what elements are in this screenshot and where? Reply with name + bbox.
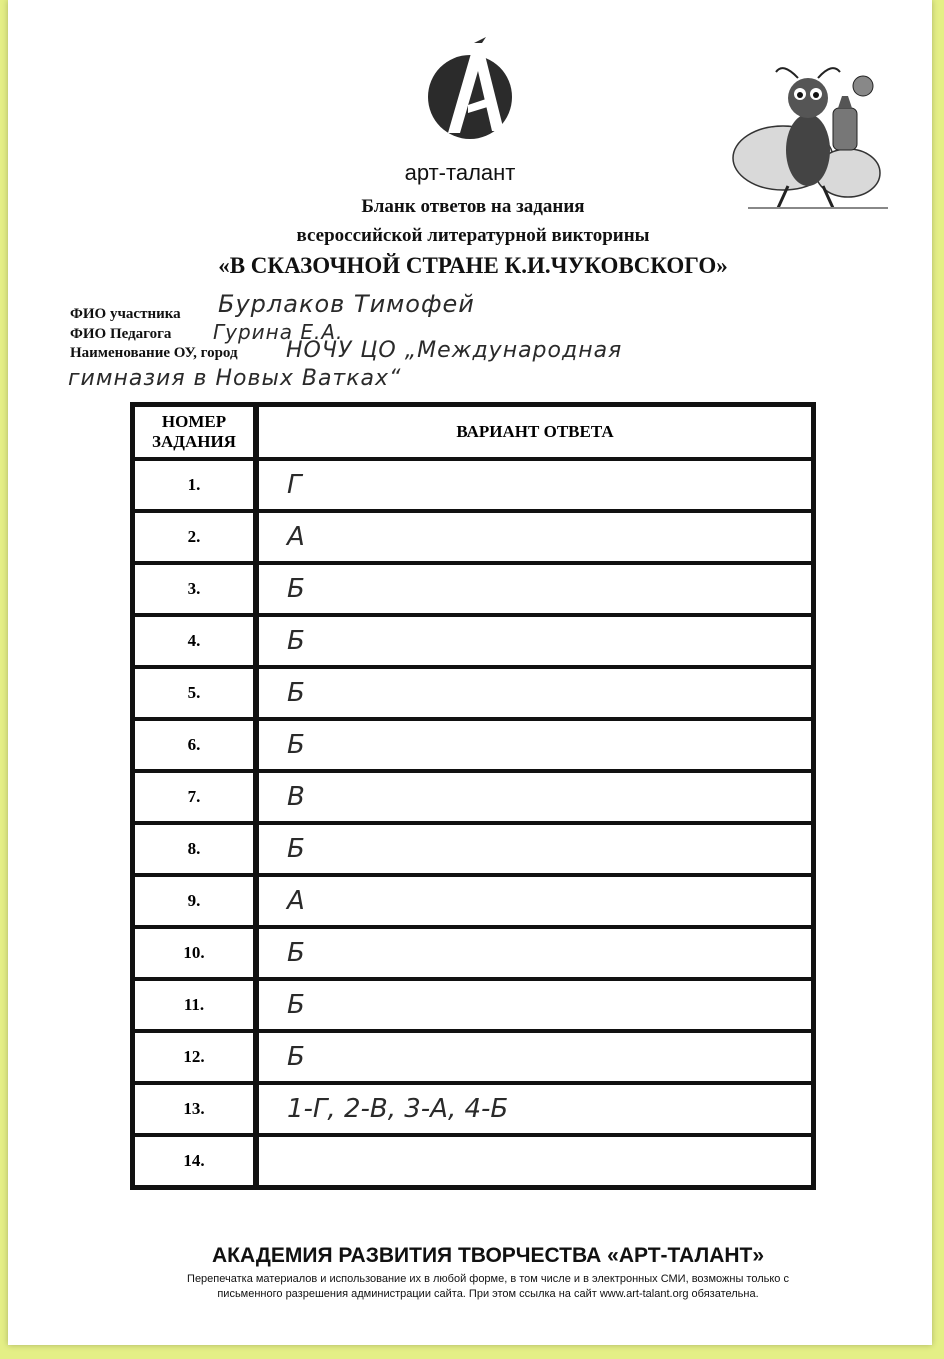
table-row [133, 719, 813, 771]
participant-name: Бурлаков Тимофей [218, 290, 475, 318]
school-label: Наименование ОУ, город [70, 345, 238, 361]
teacher-name: Гурина Е.А. [213, 320, 344, 344]
answer-cell [257, 1135, 813, 1187]
table-row [133, 875, 813, 927]
table-row [133, 563, 813, 615]
footer-title: АКАДЕМИЯ РАЗВИТИЯ ТВОРЧЕСТВА «АРТ-ТАЛАНТ» [211, 1244, 765, 1267]
task-number: 13. [133, 1083, 257, 1135]
quiz-title: «В СКАЗОЧНОЙ СТРАНЕ К.И.ЧУКОВСКОГО» [218, 253, 728, 278]
answer-cell: Б [257, 563, 813, 615]
task-number: 5. [133, 667, 257, 719]
brand-name: арт-талант [404, 160, 516, 185]
table-header-row [133, 405, 813, 459]
table-row [133, 771, 813, 823]
answer-cell: Б [257, 979, 813, 1031]
answer-cell: Г [257, 459, 813, 511]
answer-cell: В [257, 771, 813, 823]
participant-label: ФИО участника [70, 306, 181, 322]
teacher-label: ФИО Педагога [70, 326, 172, 342]
sheet-title: Бланк ответов на задания [361, 196, 585, 217]
answer-sheet [8, 0, 932, 1345]
table-row [133, 459, 813, 511]
answer-cell: А [257, 875, 813, 927]
task-number: 12. [133, 1031, 257, 1083]
column-header-answer: ВАРИАНТ ОТВЕТА [257, 405, 813, 459]
task-number: 10. [133, 927, 257, 979]
answer-cell: 1-Г, 2-В, 3-А, 4-Б [257, 1083, 813, 1135]
task-number: 6. [133, 719, 257, 771]
task-number: 4. [133, 615, 257, 667]
table-row [133, 667, 813, 719]
answer-cell: Б [257, 615, 813, 667]
answer-cell: Б [257, 927, 813, 979]
column-header-number: НОМЕР ЗАДАНИЯ [133, 405, 257, 459]
task-number: 1. [133, 459, 257, 511]
table-row [133, 927, 813, 979]
table-row [133, 1135, 813, 1187]
footer-note-line2: письменного разрешения администрации сайта. При этом ссылка на сайт www.art-talant.org обязательна. [217, 1288, 759, 1300]
fly-with-samovar-illustration-icon [728, 58, 898, 218]
answer-cell: Б [257, 1031, 813, 1083]
task-number: 14. [133, 1135, 257, 1187]
answer-cell: А [257, 511, 813, 563]
table-row [133, 1031, 813, 1083]
answer-cell: Б [257, 667, 813, 719]
answers-table [130, 402, 816, 1190]
answer-cell: Б [257, 823, 813, 875]
task-number: 3. [133, 563, 257, 615]
table-row [133, 615, 813, 667]
school-name-line1: НОЧУ ЦО „Международная [286, 338, 623, 363]
task-number: 8. [133, 823, 257, 875]
table-row [133, 979, 813, 1031]
table-row [133, 1083, 813, 1135]
table-row [133, 511, 813, 563]
answer-cell: Б [257, 719, 813, 771]
task-number: 9. [133, 875, 257, 927]
task-number: 2. [133, 511, 257, 563]
task-number: 11. [133, 979, 257, 1031]
sheet-subtitle: всероссийской литературной викторины [296, 225, 650, 246]
school-name-line2: гимназия в Новых Ватках“ [68, 366, 402, 391]
footer-note [108, 1272, 868, 1302]
task-number: 7. [133, 771, 257, 823]
art-talant-logo-icon [418, 35, 523, 145]
table-row [133, 823, 813, 875]
footer-note-line1: Перепечатка материалов и использование их в любой форме, в том числе и в электронных СМИ, возможны только с [187, 1273, 789, 1285]
